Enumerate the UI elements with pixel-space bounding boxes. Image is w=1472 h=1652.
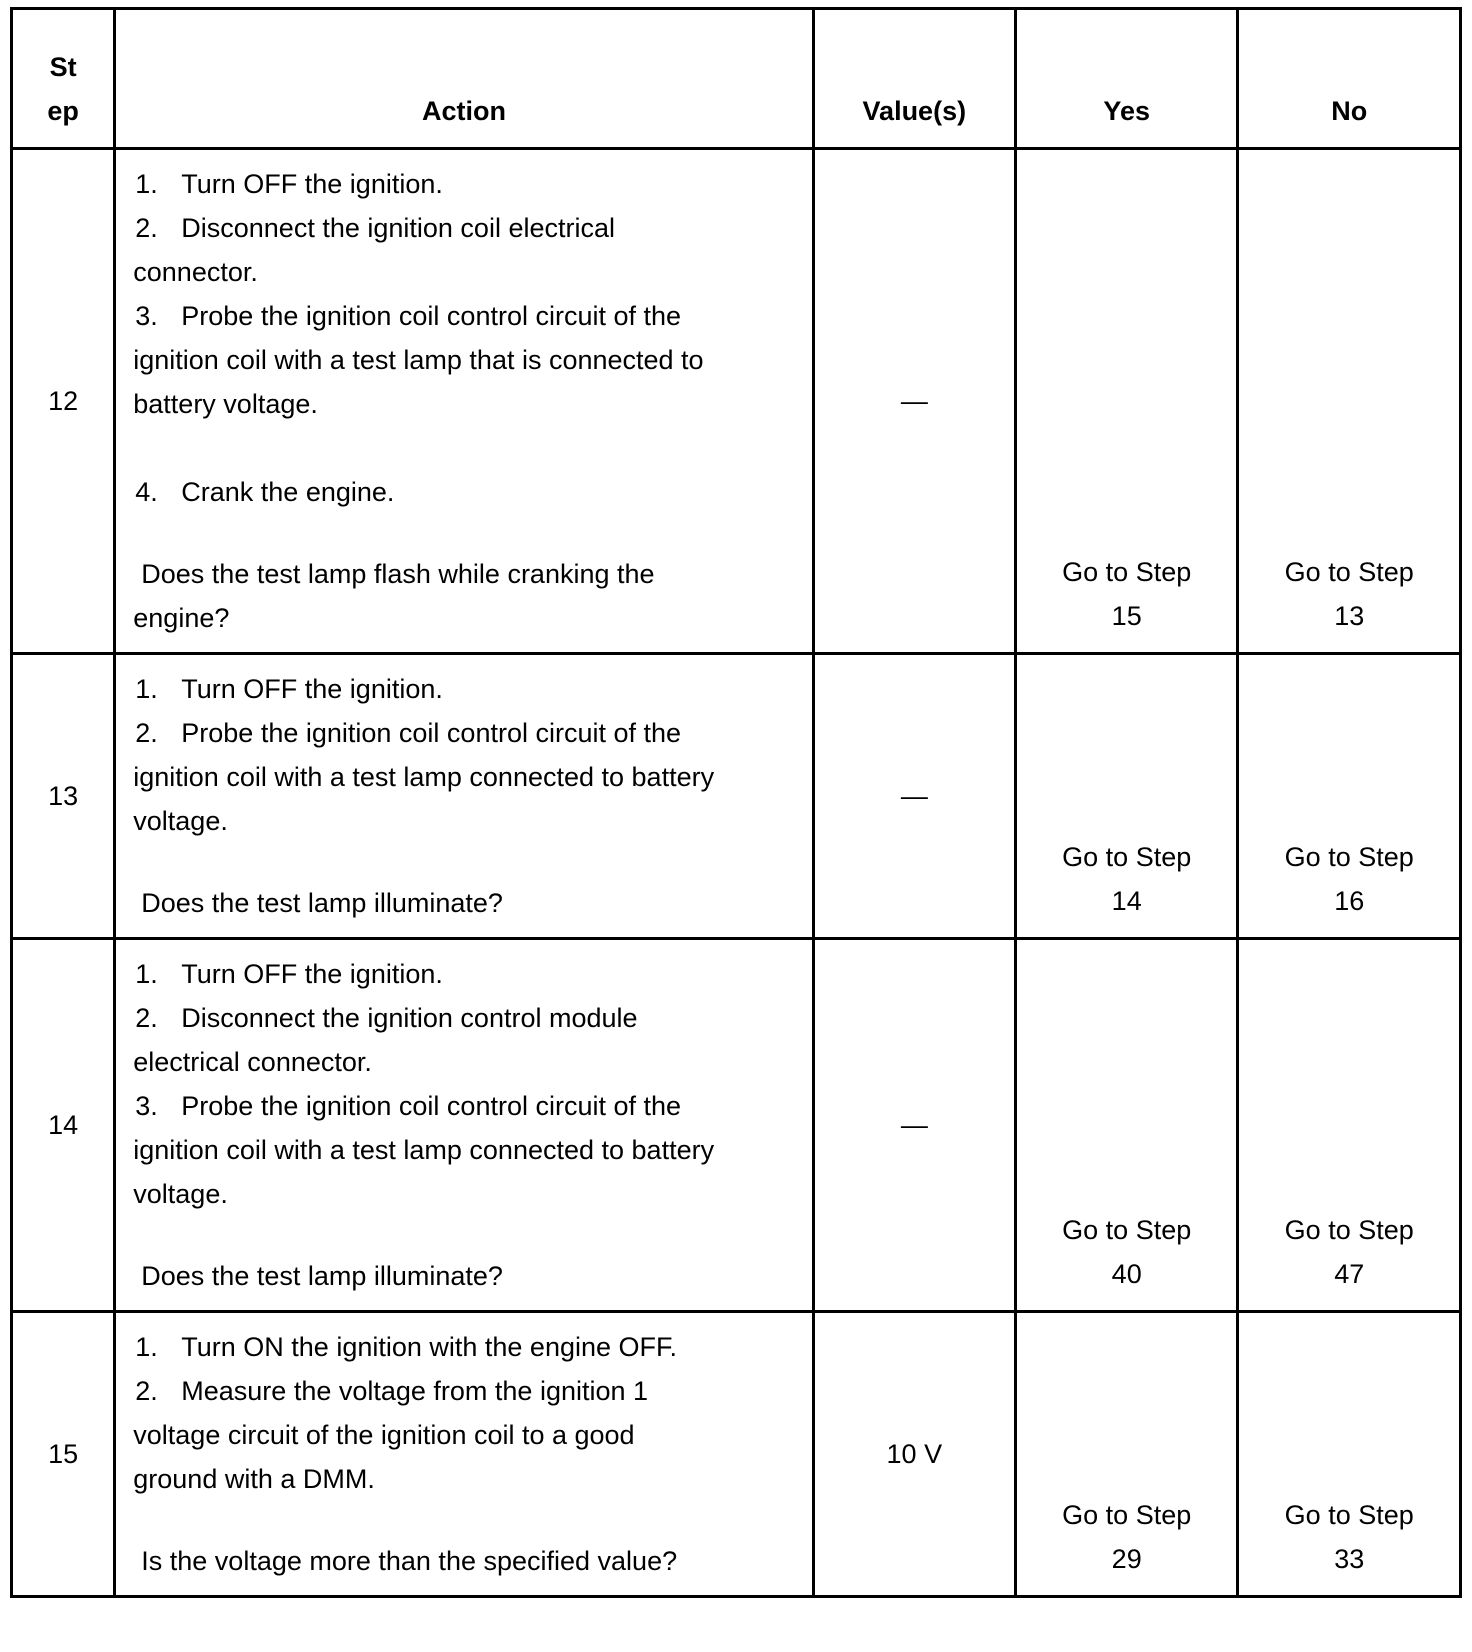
table-row	[12, 939, 1461, 1312]
action-step-continuation: battery voltage.	[133, 389, 318, 419]
yes-label: Go to Step	[1062, 557, 1192, 587]
action-cell	[115, 149, 813, 654]
value-cell: —	[813, 149, 1015, 654]
yes-cell	[1015, 1312, 1238, 1597]
action-question: Does the test lamp flash while cranking the	[141, 559, 655, 589]
action-step-text: Measure the voltage from the ignition 1	[181, 1376, 649, 1406]
yes-cell	[1015, 149, 1238, 654]
no-step: 47	[1334, 1259, 1365, 1289]
action-step-number: 3.	[135, 1091, 158, 1121]
action-step-text: Probe the ignition coil control circuit of the	[181, 301, 682, 331]
step-number: 14	[12, 939, 115, 1312]
no-label: Go to Step	[1284, 1215, 1414, 1245]
action-step-number: 2.	[135, 718, 158, 748]
action-step-number: 2.	[135, 213, 158, 243]
action-step-continuation: ignition coil with a test lamp that is connected to	[133, 345, 704, 375]
table-row	[12, 1312, 1461, 1597]
action-step-continuation: voltage.	[133, 1179, 228, 1209]
yes-cell	[1015, 654, 1238, 939]
no-cell	[1238, 1312, 1461, 1597]
action-step-number: 1.	[135, 169, 158, 199]
no-step: 33	[1334, 1544, 1365, 1574]
action-step	[133, 952, 801, 996]
header-step-line1: St	[49, 52, 77, 82]
value-cell: 10 V	[813, 1312, 1015, 1597]
action-cell	[115, 654, 813, 939]
header-values: Value(s)	[813, 9, 1015, 149]
no-cell	[1238, 149, 1461, 654]
action-step-text: Disconnect the ignition coil electrical	[181, 213, 615, 243]
yes-step: 15	[1111, 601, 1142, 631]
action-step-text: Crank the engine.	[181, 477, 395, 507]
action-step-number: 1.	[135, 674, 158, 704]
value-cell: —	[813, 939, 1015, 1312]
header-row	[12, 9, 1461, 149]
action-question: Does the test lamp illuminate?	[141, 1261, 503, 1291]
table-row	[12, 149, 1461, 654]
action-step-text: Turn OFF the ignition.	[181, 169, 443, 199]
action-step-continuation: voltage.	[133, 806, 228, 836]
diagnostic-table	[10, 7, 1462, 1598]
no-step: 16	[1334, 886, 1365, 916]
action-step-number: 3.	[135, 301, 158, 331]
yes-step: 14	[1111, 886, 1142, 916]
header-action: Action	[115, 9, 813, 149]
action-step-number: 4.	[135, 477, 158, 507]
action-step-continuation: connector.	[133, 257, 258, 287]
yes-step: 29	[1111, 1544, 1142, 1574]
action-step	[133, 1325, 801, 1369]
action-step-text: Turn OFF the ignition.	[181, 959, 443, 989]
action-step	[133, 667, 801, 711]
action-step	[133, 1369, 801, 1413]
action-step	[133, 1084, 801, 1128]
action-step-text: Probe the ignition coil control circuit of the	[181, 718, 682, 748]
header-yes: Yes	[1015, 9, 1238, 149]
value-cell: —	[813, 654, 1015, 939]
no-cell	[1238, 939, 1461, 1312]
action-step	[133, 996, 801, 1040]
action-step-text: Turn ON the ignition with the engine OFF.	[181, 1332, 678, 1362]
action-cell	[115, 939, 813, 1312]
yes-label: Go to Step	[1062, 842, 1192, 872]
action-step	[133, 470, 801, 514]
no-label: Go to Step	[1284, 1500, 1414, 1530]
no-label: Go to Step	[1284, 557, 1414, 587]
action-step-number: 1.	[135, 1332, 158, 1362]
action-step-continuation: ground with a DMM.	[133, 1464, 375, 1494]
yes-cell	[1015, 939, 1238, 1312]
action-step	[133, 206, 801, 250]
action-step-text: Turn OFF the ignition.	[181, 674, 443, 704]
action-step-text: Disconnect the ignition control module	[181, 1003, 638, 1033]
action-question-continuation: engine?	[133, 603, 230, 633]
action-step-number: 1.	[135, 959, 158, 989]
action-step	[133, 162, 801, 206]
no-step: 13	[1334, 601, 1365, 631]
action-question: Is the voltage more than the specified value?	[141, 1546, 678, 1576]
header-no: No	[1238, 9, 1461, 149]
header-step-line2: ep	[47, 96, 79, 126]
action-step-number: 2.	[135, 1003, 158, 1033]
action-question: Does the test lamp illuminate?	[141, 888, 503, 918]
no-cell	[1238, 654, 1461, 939]
header-step	[12, 9, 115, 149]
action-step-continuation: electrical connector.	[133, 1047, 372, 1077]
action-cell	[115, 1312, 813, 1597]
yes-step: 40	[1111, 1259, 1142, 1289]
action-step-number: 2.	[135, 1376, 158, 1406]
action-step	[133, 711, 801, 755]
action-step-text: Probe the ignition coil control circuit of the	[181, 1091, 682, 1121]
action-step-continuation: ignition coil with a test lamp connected to battery	[133, 1135, 715, 1165]
no-label: Go to Step	[1284, 842, 1414, 872]
yes-label: Go to Step	[1062, 1500, 1192, 1530]
step-number: 12	[12, 149, 115, 654]
step-number: 13	[12, 654, 115, 939]
action-step-continuation: ignition coil with a test lamp connected to battery	[133, 762, 715, 792]
action-step	[133, 294, 801, 338]
step-number: 15	[12, 1312, 115, 1597]
action-step-continuation: voltage circuit of the ignition coil to a good	[133, 1420, 635, 1450]
table-row	[12, 654, 1461, 939]
yes-label: Go to Step	[1062, 1215, 1192, 1245]
